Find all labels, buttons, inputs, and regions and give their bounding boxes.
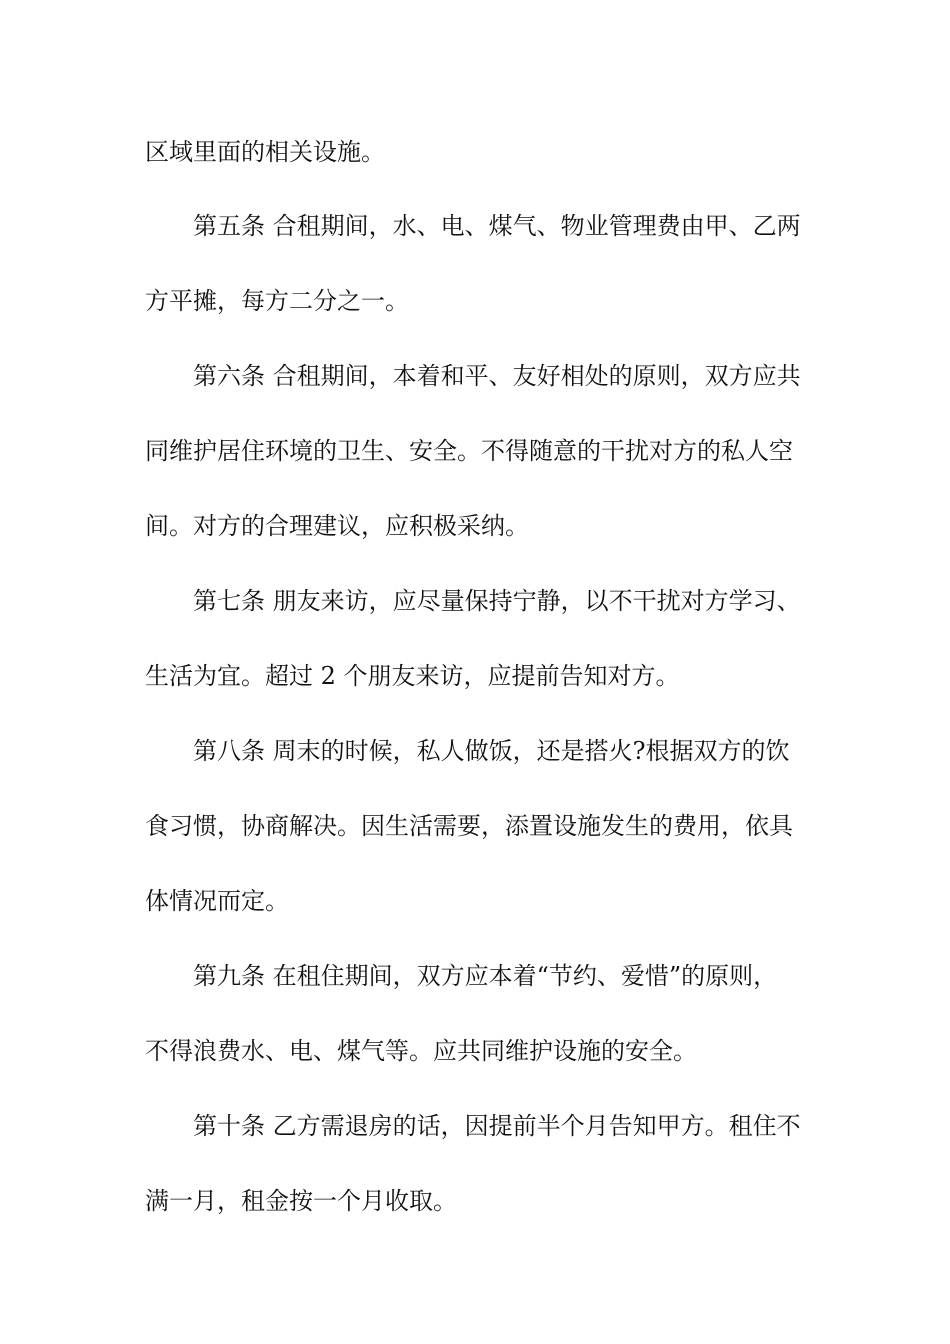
clause-5-line-2: 方平摊，每方二分之一。 (145, 287, 409, 315)
clause-6-line-3: 间。对方的合理建议，应积极采纳。 (145, 512, 529, 540)
clause-8-line-3: 体情况而定。 (145, 887, 289, 915)
clause-6-line-2: 同维护居住环境的卫生、安全。不得随意的干扰对方的私人空 (145, 437, 793, 465)
clause-6-line-1: 第六条 合租期间，本着和平、友好相处的原则，双方应共 (193, 362, 801, 390)
clause-5-line-1: 第五条 合租期间，水、电、煤气、物业管理费由甲、乙两 (193, 212, 801, 240)
clause-10-line-2: 满一月，租金按一个月收取。 (145, 1187, 457, 1215)
clause-8-line-1: 第八条 周末的时候，私人做饭，还是搭火?根据双方的饮 (193, 737, 790, 765)
clause-7-line-2: 生活为宜。超过 2 个朋友来访，应提前告知对方。 (145, 662, 680, 690)
clause-9-line-1: 第九条 在租住期间，双方应本着“节约、爱惜”的原则， (193, 962, 778, 990)
clause-10-line-1: 第十条 乙方需退房的话，因提前半个月告知甲方。租住不 (193, 1112, 801, 1140)
clause-8-line-2: 食习惯，协商解决。因生活需要，添置设施发生的费用，依具 (145, 812, 793, 840)
clause-9-line-2: 不得浪费水、电、煤气等。应共同维护设施的安全。 (145, 1037, 697, 1065)
text-line: 区域里面的相关设施。 (145, 138, 385, 166)
clause-7-line-1: 第七条 朋友来访，应尽量保持宁静，以不干扰对方学习、 (193, 587, 801, 615)
